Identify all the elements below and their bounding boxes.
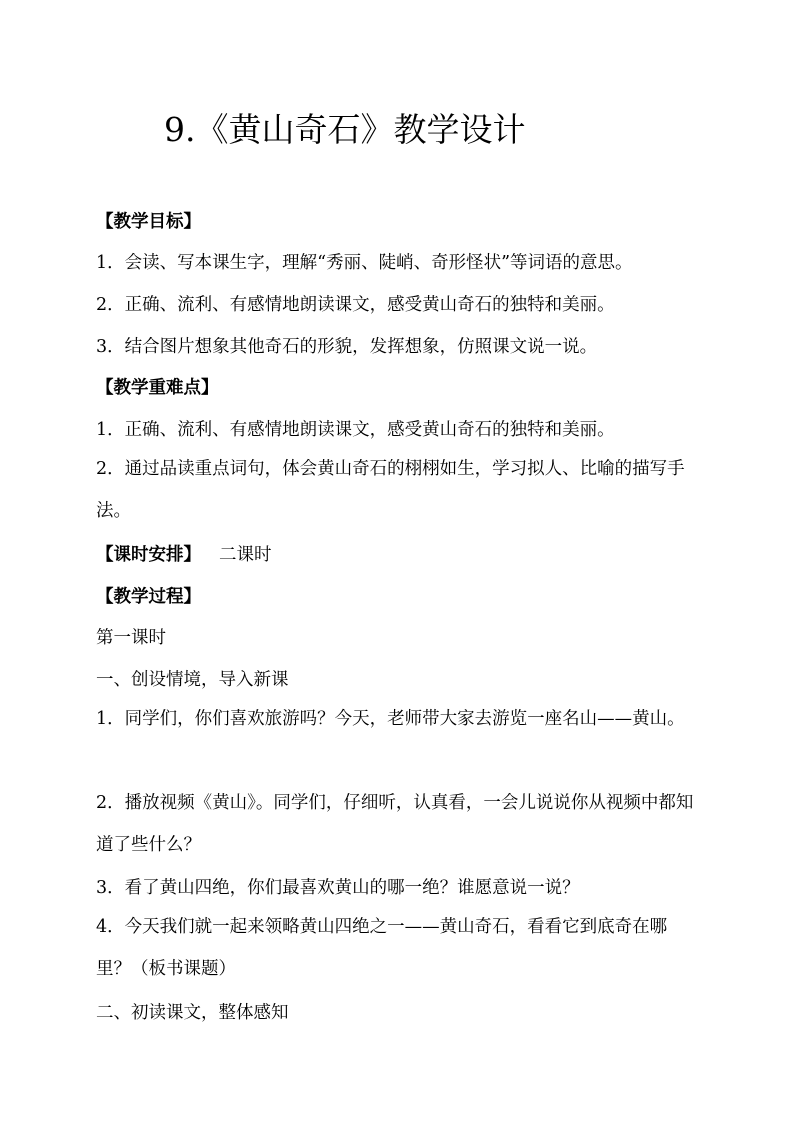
schedule-heading-label: 【课时安排】 xyxy=(96,545,201,565)
key-points-heading: 【教学重难点】 xyxy=(96,378,219,398)
key-point-item-2: 2．通过品读重点词句，体会黄山奇石的栩栩如生，学习拟人、比喻的描写手法。 xyxy=(96,459,685,521)
part-two-heading: 二、初读课文，整体感知 xyxy=(96,1003,289,1023)
goal-item-3: 3．结合图片想象其他奇石的形貌，发挥想象，仿照课文说一说。 xyxy=(96,337,598,357)
part-one-heading: 一、创设情境，导入新课 xyxy=(96,670,289,690)
schedule-value: 二课时 xyxy=(219,545,272,565)
page-title: 9.《黄山奇石》教学设计 xyxy=(164,110,526,149)
process-heading: 【教学过程】 xyxy=(96,587,201,607)
schedule-heading xyxy=(96,543,272,567)
step-item-4: 4．今天我们就一起来领略黄山四绝之一——黄山奇石，看看它到底奇在哪里？（板书课题） xyxy=(96,917,668,979)
lesson-one-label: 第一课时 xyxy=(96,628,166,648)
goal-item-2: 2．正确、流利、有感情地朗读课文，感受黄山奇石的独特和美丽。 xyxy=(96,295,615,315)
step-item-3: 3．看了黄山四绝，你们最喜欢黄山的哪一绝？谁愿意说一说？ xyxy=(96,878,580,898)
goal-item-1: 1．会读、写本课生字，理解“秀丽、陡峭、奇形怪状”等词语的意思。 xyxy=(96,253,633,273)
goals-heading: 【教学目标】 xyxy=(96,212,201,232)
step-item-1: 1．同学们，你们喜欢旅游吗？今天，老师带大家去游览一座名山——黄山。 xyxy=(96,709,685,729)
step-item-2: 2．播放视频《黄山》。同学们，仔细听，认真看，一会儿说说你从视频中都知道了些什么？ xyxy=(96,793,694,855)
key-point-item-1: 1．正确、流利、有感情地朗读课文，感受黄山奇石的独特和美丽。 xyxy=(96,420,615,440)
